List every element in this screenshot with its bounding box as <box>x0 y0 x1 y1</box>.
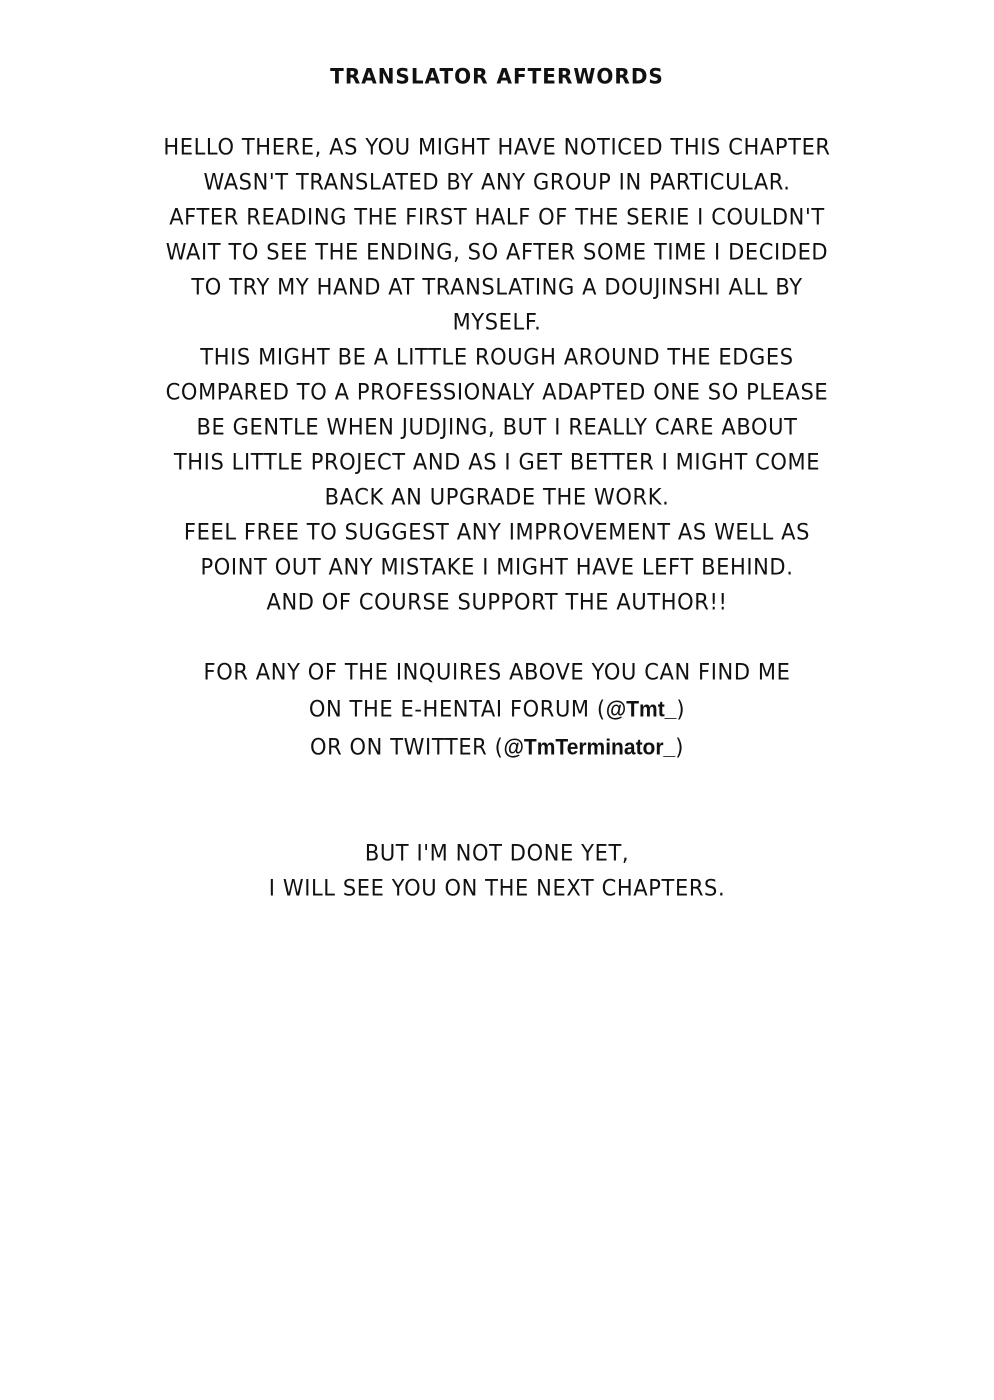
paragraph-line: WASN'T TRANSLATED BY ANY GROUP IN PARTICULAR. <box>203 169 791 195</box>
paragraph-line: HELLO THERE, AS YOU MIGHT HAVE NOTICED THIS CHAPTER <box>163 134 831 160</box>
forum-suffix: ) <box>676 696 686 722</box>
paragraph-line: THIS MIGHT BE A LITTLE ROUGH AROUND THE EDGES <box>200 344 794 370</box>
twitter-prefix: OR ON TWITTER ( <box>309 734 504 760</box>
paragraph-line: THIS LITTLE PROJECT AND AS I GET BETTER I MIGHT COME <box>173 449 821 475</box>
paragraph-line: COMPARED TO A PROFESSIONALY ADAPTED ONE SO PLEASE <box>165 379 829 405</box>
twitter-suffix: ) <box>675 734 685 760</box>
contact-forum-line <box>0 696 994 722</box>
paragraph-line: FEEL FREE TO SUGGEST ANY IMPROVEMENT AS WELL AS <box>183 519 811 545</box>
paragraph-line: BE GENTLE WHEN JUDJING, BUT I REALLY CARE ABOUT <box>196 414 798 440</box>
paragraph-line: WAIT TO SEE THE ENDING, SO AFTER SOME TIME I DECIDED <box>165 239 829 265</box>
paragraph-line: AND OF COURSE SUPPORT THE AUTHOR!! <box>266 589 728 615</box>
closing-line: I WILL SEE YOU ON THE NEXT CHAPTERS. <box>268 875 726 901</box>
twitter-handle: @TmTerminator_ <box>503 735 676 760</box>
paragraph-line: BACK AN UPGRADE THE WORK. <box>324 484 670 510</box>
page-title: TRANSLATOR AFTERWORDS <box>330 63 664 89</box>
paragraph-line: TO TRY MY HAND AT TRANSLATING A DOUJINSHI ALL BY <box>191 274 803 300</box>
paragraph-line: POINT OUT ANY MISTAKE I MIGHT HAVE LEFT BEHIND. <box>200 554 794 580</box>
paragraph-line: AFTER READING THE FIRST HALF OF THE SERIE I COULDN'T <box>169 204 825 230</box>
forum-prefix: ON THE E-HENTAI FORUM ( <box>308 696 606 722</box>
contact-intro: FOR ANY OF THE INQUIRES ABOVE YOU CAN FIND ME <box>203 659 791 685</box>
closing-line: BUT I'M NOT DONE YET, <box>364 840 630 866</box>
contact-twitter-line <box>0 734 994 760</box>
paragraph-line: MYSELF. <box>452 309 542 335</box>
forum-handle: @Tmt_ <box>605 697 677 722</box>
